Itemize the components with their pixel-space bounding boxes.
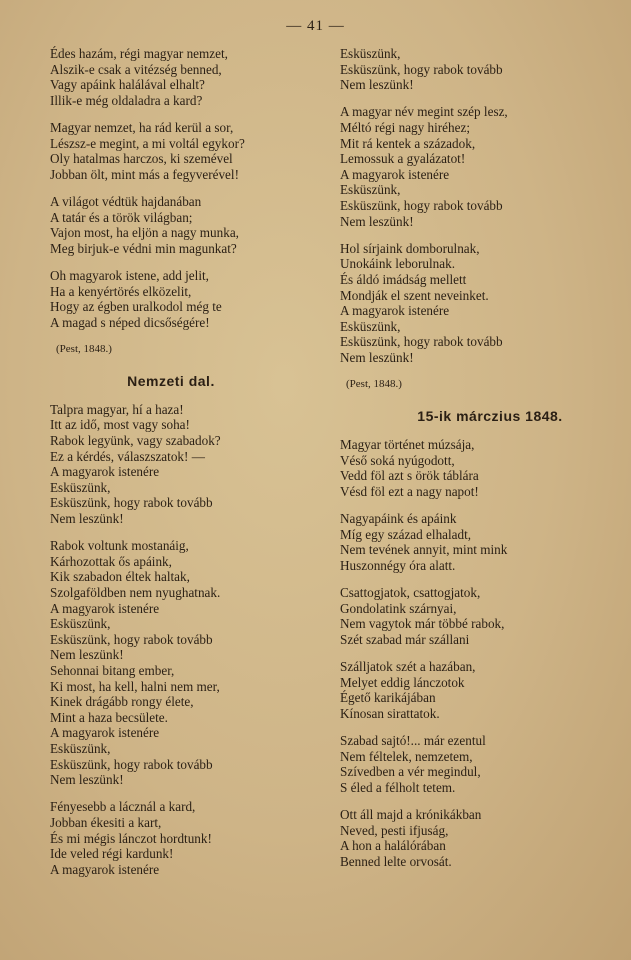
poem-stanzas-continued	[50, 46, 320, 330]
stanza	[340, 659, 600, 721]
verse-line: Rabok voltunk mostanáig,	[50, 538, 189, 554]
stanza	[340, 104, 600, 229]
verse-line: Esküszünk, hogy rabok tovább	[340, 197, 503, 213]
verse-line: Esküszünk,	[340, 182, 401, 198]
verse-line: Kik szabadon éltek haltak,	[50, 569, 190, 585]
verse-line: A magyar név megint szép lesz,	[340, 104, 508, 120]
stanza	[50, 194, 320, 256]
verse-line: Benned lelte orvosát.	[340, 853, 452, 869]
verse-line: A magyarok istenére	[340, 303, 450, 319]
verse-line: Véső soká nyúgodott,	[340, 452, 455, 468]
verse-line: Szálljatok szét a hazában,	[340, 658, 476, 674]
verse-line: A magyarok istenére	[340, 166, 450, 182]
verse-line: Kínosan sirattatok.	[340, 705, 440, 721]
verse-line: Mit rá kentek a századok,	[340, 135, 476, 151]
verse-line: Méltó régi nagy hiréhez;	[340, 119, 470, 135]
verse-line: Vajon most, ha eljön a nagy munka,	[50, 225, 239, 241]
verse-line: Lészsz-e megint, a mi voltál egykor?	[50, 135, 245, 151]
verse-line: Nem leszünk!	[340, 77, 414, 93]
verse-line: Nem féltelek, nemzetem,	[340, 748, 473, 764]
stanza	[50, 402, 320, 527]
verse-line: A hon a halálórában	[340, 838, 446, 854]
poem-stanzas-continued	[340, 46, 600, 365]
stanza	[340, 511, 600, 573]
verse-line: Meg birjuk-e védni min magunkat?	[50, 240, 237, 256]
right-column	[340, 46, 600, 881]
verse-line: Mondják el szent neveinket.	[340, 287, 489, 303]
stanza	[340, 46, 600, 93]
verse-line: Ott áll majd a krónikákban	[340, 806, 482, 822]
stanza	[340, 241, 600, 366]
verse-line: Esküszünk, hogy rabok tovább	[50, 495, 213, 511]
verse-line: Szolgaföldben nem nyughatnak.	[50, 585, 221, 600]
verse-line: Nem leszünk!	[340, 213, 414, 229]
verse-line: Nem leszünk!	[50, 647, 124, 663]
verse-line: Nem vagytok már többé rabok,	[340, 616, 505, 632]
verse-line: Esküszünk,	[50, 616, 111, 632]
verse-line: Neved, pesti ifjuság,	[340, 822, 449, 838]
stanza	[340, 807, 600, 869]
verse-line: Esküszünk, hogy rabok tovább	[340, 61, 503, 77]
verse-line: Égető karikájában	[340, 690, 436, 706]
verse-line: Kinek drágább rongy élete,	[50, 694, 194, 710]
verse-line: Kárhozottak ős apáink,	[50, 553, 172, 569]
verse-line: Vedd föl azt s örök táblára	[340, 468, 479, 484]
place-date: (Pest, 1848.)	[56, 342, 112, 355]
stanza	[340, 437, 600, 499]
verse-line: Illik-e még oldaladra a kard?	[50, 92, 203, 108]
verse-line: Ez a kérdés, válaszszatok! —	[50, 448, 205, 464]
verse-line: Oly hatalmas harczos, ki szemével	[50, 151, 233, 167]
verse-line: Szabad sajtó!... már ezentul	[340, 732, 486, 748]
verse-line: Talpra magyar, hí a haza!	[50, 401, 184, 417]
verse-line: Jobban ékesiti a kart,	[50, 814, 162, 830]
verse-line: Oh magyarok istene, add jelit,	[50, 267, 209, 283]
verse-line: Nem leszünk!	[50, 772, 124, 788]
verse-line: És mi mégis lánczot hordtunk!	[50, 830, 212, 846]
verse-line: Melyet eddig lánczotok	[340, 674, 465, 690]
verse-line: Vagy apáink halálával elhalt?	[50, 77, 205, 93]
verse-line: Lemossuk a gyalázatot!	[340, 151, 466, 167]
verse-line: Nem leszünk!	[340, 349, 414, 365]
verse-line: Magyar történet múzsája,	[340, 437, 475, 453]
verse-line: Esküszünk,	[50, 479, 111, 495]
stanza	[340, 585, 600, 647]
verse-line: A világot védtük hajdanában	[50, 193, 202, 209]
page-number: — 41 —	[286, 18, 345, 34]
verse-line: Esküszünk, hogy rabok tovább	[340, 334, 503, 350]
verse-line: A magyarok istenére	[50, 861, 160, 877]
place-date: (Pest, 1848.)	[346, 378, 402, 391]
verse-line: A magyarok istenére	[50, 600, 160, 616]
verse-line: Mint a haza becsülete.	[50, 709, 168, 725]
verse-line: Szívedben a vér megindul,	[340, 764, 481, 780]
verse-line: Sehonnai bitang ember,	[50, 662, 175, 678]
verse-line: Unokáink leborulnak.	[340, 256, 455, 272]
verse-line: Huszonnégy óra alatt.	[340, 557, 456, 573]
verse-line: Ha a kenyértörés elközelit,	[50, 283, 192, 299]
stanza	[50, 46, 320, 108]
verse-line: A magyarok istenére	[50, 725, 160, 741]
verse-line: Míg egy század elhaladt,	[340, 526, 472, 542]
verse-line: Ki most, ha kell, halni nem mer,	[50, 678, 220, 694]
poem-stanzas	[340, 437, 600, 869]
verse-line: Nagyapáink és apáink	[340, 511, 457, 527]
verse-line: Csattogjatok, csattogjatok,	[340, 585, 481, 600]
verse-line: Nem leszünk!	[50, 511, 124, 527]
stanza	[50, 538, 320, 788]
poem-title: Nemzeti dal.	[127, 372, 215, 389]
verse-line: S éled a félholt tetem.	[340, 779, 456, 795]
stanza	[50, 120, 320, 182]
verse-line: Gondolatink szárnyai,	[340, 600, 457, 616]
verse-line: Alszik-e csak a vitézség benned,	[50, 61, 222, 77]
stanza	[50, 268, 320, 330]
verse-line: Jobban ölt, mint más a fegyverével!	[50, 166, 239, 182]
verse-line: Itt az idő, most vagy soha!	[50, 417, 190, 433]
verse-line: Esküszünk,	[340, 318, 401, 334]
stanza	[50, 799, 320, 877]
poem-title: 15-ik márczius 1848.	[417, 408, 563, 425]
verse-line: A magad s néped dicsőségére!	[50, 314, 210, 330]
verse-line: A magyarok istenére	[50, 464, 160, 480]
verse-line: Hol sírjaink domborulnak,	[340, 240, 480, 256]
stanza	[340, 733, 600, 795]
poem-stanzas	[50, 402, 320, 877]
verse-line: Esküszünk, hogy rabok tovább	[50, 756, 213, 772]
verse-line: És áldó imádság mellett	[340, 271, 467, 287]
verse-line: Esküszünk, hogy rabok tovább	[50, 631, 213, 647]
verse-line: Vésd föl ezt a nagy napot!	[340, 483, 479, 499]
verse-line: Szét szabad már szállani	[340, 631, 470, 647]
verse-line: Nem tevének annyit, mint mink	[340, 542, 508, 558]
verse-line: Ide veled régi kardunk!	[50, 846, 174, 862]
verse-line: Hogy az égben uralkodol még te	[50, 299, 222, 315]
verse-line: Fényesebb a lácznál a kard,	[50, 799, 196, 815]
verse-line: Magyar nemzet, ha rád kerül a sor,	[50, 119, 234, 135]
verse-line: Édes hazám, régi magyar nemzet,	[50, 46, 228, 61]
verse-line: Esküszünk,	[340, 46, 401, 61]
left-column	[50, 46, 320, 889]
verse-line: Rabok legyünk, vagy szabadok?	[50, 433, 221, 449]
verse-line: A tatár és a török világban;	[50, 209, 193, 225]
verse-line: Esküszünk,	[50, 740, 111, 756]
